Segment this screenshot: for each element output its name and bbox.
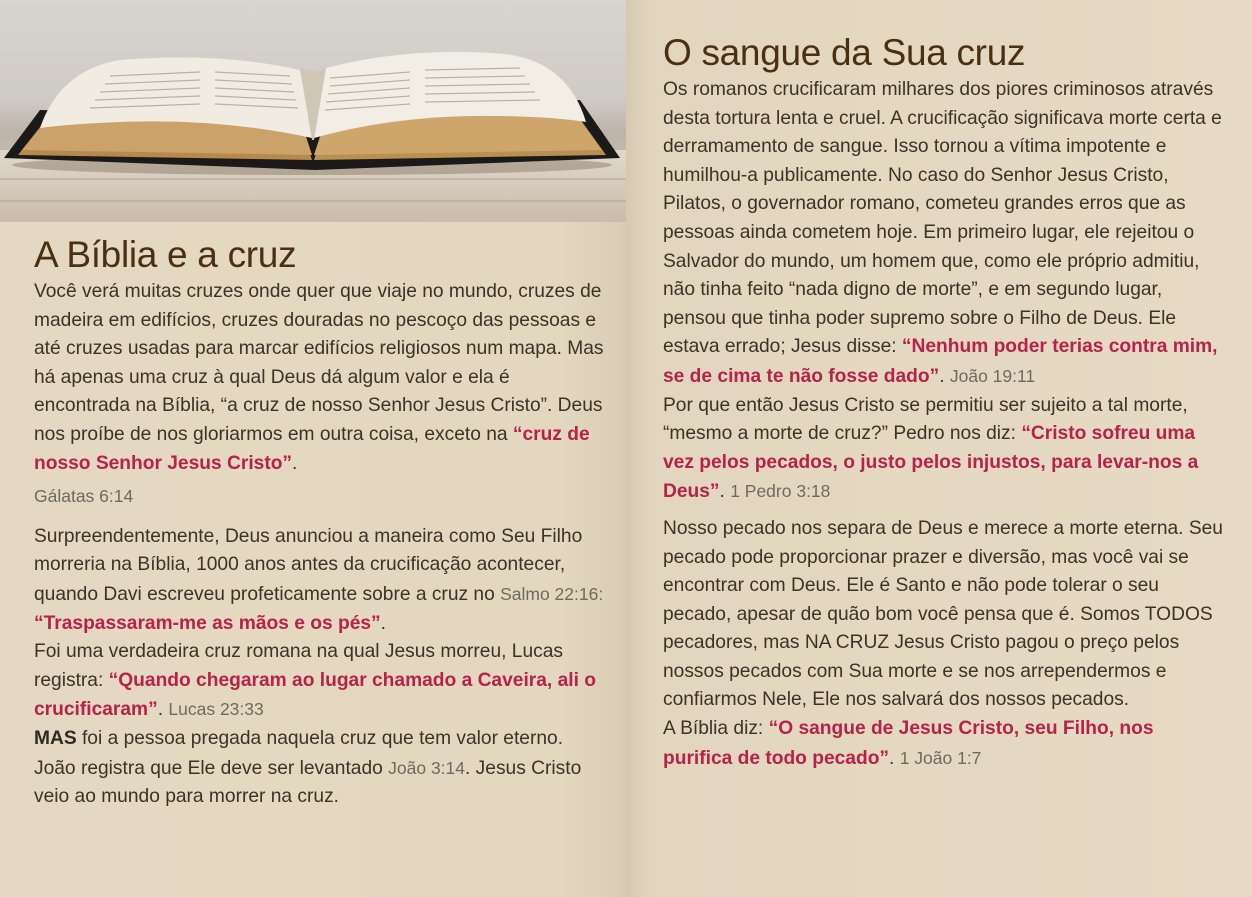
paragraph bbox=[34, 725, 604, 812]
paragraph bbox=[663, 715, 1228, 773]
bible-book-illustration bbox=[0, 0, 626, 222]
scripture-quote: “cruz de nosso Senhor Jesus Cristo” bbox=[34, 423, 590, 474]
scripture-quote: “O sangue de Jesus Cristo, seu Filho, nos purifica de todo pecado” bbox=[663, 718, 1154, 769]
scripture-reference: João 19:11 bbox=[949, 365, 1036, 386]
body-text: Por que então Jesus Cristo se permitiu ser sujeito a tal morte, “mesmo a morte de cruz?” Pedro nos diz: bbox=[663, 394, 1188, 445]
paragraph bbox=[34, 278, 604, 478]
body-text: . Jesus Cristo veio ao mundo para morrer na cruz. bbox=[34, 757, 582, 808]
scripture-reference: Salmo 22:16: bbox=[500, 583, 604, 604]
paragraph bbox=[34, 523, 604, 638]
scripture-reference: 1 João 1:7 bbox=[899, 747, 982, 768]
paragraph bbox=[663, 76, 1228, 392]
punctuation: . bbox=[719, 481, 731, 503]
scripture-reference: 1 Pedro 3:18 bbox=[730, 481, 831, 502]
left-column bbox=[34, 232, 604, 812]
open-bible-photo bbox=[0, 0, 626, 222]
scripture-quote: “Quando chegaram ao lugar chamado a Caveira, ali o crucificaram” bbox=[34, 669, 596, 721]
paragraph bbox=[34, 638, 604, 725]
punctuation: . bbox=[380, 612, 386, 634]
punctuation: . bbox=[292, 452, 298, 474]
scripture-quote: “Traspassaram-me as mãos e os pés” bbox=[34, 612, 381, 634]
scripture-reference: Gálatas 6:14 bbox=[34, 486, 134, 507]
punctuation: . bbox=[157, 699, 169, 721]
body-text: Surpreendentemente, Deus anunciou a maneira como Seu Filho morreria na Bíblia, 1000 anos antes da crucificação acontecer, quando Davi escreveu profeticamente sobre a cruz no bbox=[34, 525, 583, 605]
right-column bbox=[663, 30, 1228, 773]
scripture-reference: Lucas 23:33 bbox=[168, 699, 264, 720]
punctuation: . bbox=[939, 365, 950, 387]
paragraph bbox=[663, 392, 1228, 507]
body-text: Você verá muitas cruzes onde quer que viaje no mundo, cruzes de madeira em edifícios, cruzes douradas no pescoço das pessoas e até cruzes usadas para marcar edifícios religiosos num mapa. Mas há apenas uma cruz à qual Deus dá algum valor e ela é encontrada na Bíblia, “a cruz de nosso Senhor Jesus Cristo”. Deus nos proíbe de nos gloriarmos em outra coisa, exceto na bbox=[34, 281, 604, 445]
body-text: Foi uma verdadeira cruz romana na qual Jesus morreu, Lucas registra: bbox=[34, 641, 563, 691]
right-page bbox=[626, 0, 1252, 897]
emphasis-text: MAS bbox=[34, 727, 77, 749]
body-text: A Bíblia diz: bbox=[663, 718, 769, 740]
body-text: Os romanos crucificaram milhares dos piores criminosos através desta tortura lenta e cruel. A crucificação significava morte certa e derramamento de sangue. Isso tornou a vítima impotente e humilhou-a publicamente. No caso do Senhor Jesus Cristo, Pilatos, o governador romano, cometeu grandes erros que as pessoas ainda cometem hoje. Em primeiro lugar, ele rejeitou o Salvador do mundo, um homem que, como ele próprio admitiu, não tinha feito “nada digno de morte”, e em segundo lugar, pensou que tinha poder supremo sobre o Filho de Deus. Ele estava errado; Jesus disse: bbox=[663, 79, 1222, 358]
scripture-quote: “Nenhum poder terias contra mim, se de cima te não fosse dado” bbox=[663, 336, 1218, 387]
paragraph bbox=[663, 515, 1228, 715]
body-text: foi a pessoa pregada naquela cruz que tem valor eterno. João registra que Ele deve ser levantado bbox=[34, 727, 564, 779]
scripture-reference: João 3:14 bbox=[388, 757, 466, 778]
section-title-bible-and-cross: A Bíblia e a cruz bbox=[34, 234, 297, 275]
scripture-quote: “Cristo sofreu uma vez pelos pecados, o justo pelos injustos, para levar-nos a Deus” bbox=[663, 423, 1199, 503]
section-title-blood-of-cross: O sangue da Sua cruz bbox=[663, 32, 1026, 73]
punctuation: . bbox=[889, 747, 900, 769]
body-text: Nosso pecado nos separa de Deus e merece a morte eterna. Seu pecado pode proporcionar prazer e diversão, mas você vai se encontrar com Deus. Ele é Santo e não pode tolerar o seu pecado, apesar de quão bom você pensa que é. Somos TODOS pecadores, mas NA CRUZ Jesus Cristo pagou o preço pelos nossos pecados com Sua morte e se nos arrependermos e confiarmos Nele, Ele nos salvará dos nossos pecados. bbox=[663, 517, 1223, 711]
